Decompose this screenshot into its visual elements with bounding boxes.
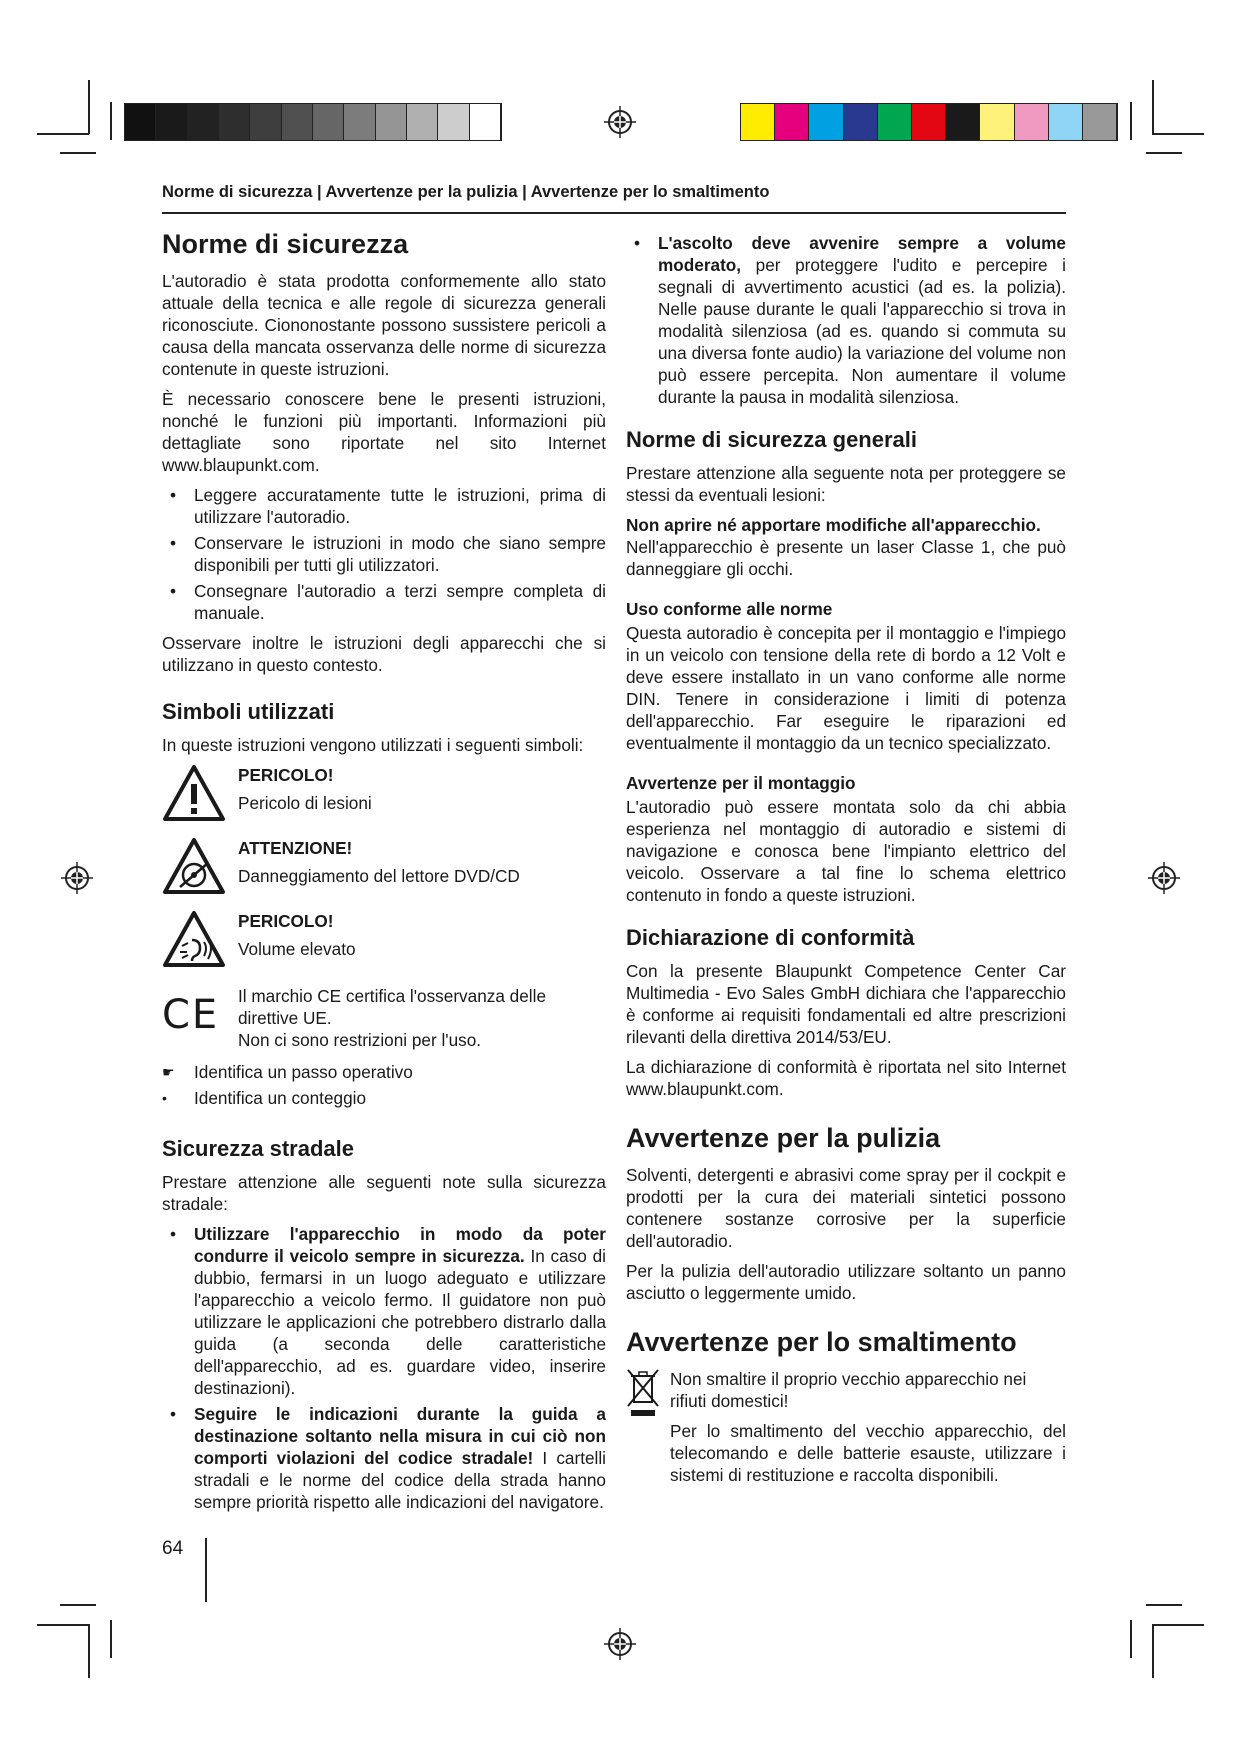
crop-mark xyxy=(110,1620,112,1658)
bold-text: L'ascolto deve avvenire sempre a volume moderato, xyxy=(658,233,1066,275)
color-swatch xyxy=(188,104,219,140)
color-swatch xyxy=(878,104,912,140)
left-column xyxy=(162,228,606,1521)
list-item-text: per proteggere l'udito e percepire i segnali di avvertimento acustici (ad es. la polizia). Nelle pause durante le quali l'apparecchio si trova in modalità silenziosa (ad es. quando si commuta su una diversa fonte audio) la variazione del volume non può essere percepita. Non aumentare il volume durante la pausa in modalità silenziosa. xyxy=(658,255,1066,407)
color-swatch xyxy=(156,104,187,140)
list-item-text: I cartelli stradali e le norme del codice della strada hanno sempre priorità rispetto alle indicazioni del navigatore. xyxy=(194,1448,606,1512)
list-item xyxy=(162,1061,606,1083)
paragraph: In queste istruzioni vengono utilizzati i seguenti simboli: xyxy=(162,735,584,755)
list-item xyxy=(626,232,1066,408)
symbol-text: Il marchio CE certifica l'osservanza delle direttive UE. xyxy=(238,986,546,1028)
header-rule xyxy=(162,212,1066,214)
crop-mark xyxy=(88,80,90,134)
crop-mark xyxy=(60,152,96,154)
crossed-bin-icon xyxy=(626,1368,660,1418)
bold-text: Utilizzare l'apparecchio in modo da poter condurre il veicolo sempre in sicurezza. xyxy=(194,1224,606,1266)
footer-rule xyxy=(205,1538,207,1602)
registration-mark-icon xyxy=(61,862,93,894)
list-item-text: In caso di dubbio, fermarsi in un luogo adeguato e utilizzare l'apparecchio a veicolo fermo. Il guidatore non può utilizzare le applicazioni che potrebbero distrarlo dalla guida (a seconda delle caratteristiche dell'apparecchio, ad es. guardare video, inserire destinazioni). xyxy=(194,1246,607,1398)
symbol-entry xyxy=(162,985,606,1051)
warning-triangle-icon xyxy=(162,764,226,822)
color-swatch xyxy=(250,104,281,140)
disposal-entry xyxy=(626,1368,1066,1494)
bold-text: Seguire le indicazioni durante la guida a destinazione soltanto nella misura in cui ciò non comporti violazioni del codice stradale! xyxy=(194,1404,606,1468)
bullet-list xyxy=(626,232,1066,408)
crop-mark xyxy=(1152,133,1204,135)
crop-mark xyxy=(1130,1620,1132,1658)
subsection-title: Simboli utilizzati xyxy=(162,699,335,724)
list-item: • Leggere accuratamente tutte le istruzioni, prima di utilizzare l'autoradio. xyxy=(162,484,606,528)
paragraph: Con la presente Blaupunkt Competence Center Car Multimedia - Evo Sales GmbH dichiara che l'apparecchio è conforme ai requisiti fondamentali ed altre prescrizioni rilevanti della direttiva 2014/53/EU. xyxy=(626,961,1066,1047)
paragraph xyxy=(626,514,1066,536)
paragraph: Questa autoradio è concepita per il montaggio e l'impiego in un veicolo con tensione della rete di bordo a 12 Volt e deve essere installato in un vano conforme alle norme DIN. Tenere in considerazione i limiti di potenza dell'apparecchio. Far eseguire le riparazioni ed eventualmente il montaggio da un tecnico specializzato. xyxy=(626,623,1066,753)
indicator-text: Identifica un passo operativo xyxy=(194,1062,413,1082)
paragraph: Prestare attenzione alle seguenti note sulla sicurezza stradale: xyxy=(162,1172,606,1214)
color-swatch xyxy=(219,104,250,140)
color-swatch xyxy=(376,104,407,140)
crop-mark xyxy=(1130,102,1132,140)
symbol-entry xyxy=(162,764,606,827)
symbol-entry xyxy=(162,910,606,973)
color-swatch xyxy=(1015,104,1049,140)
gray-calibration-bar xyxy=(124,103,502,141)
color-swatch xyxy=(344,104,375,140)
color-swatch xyxy=(438,104,469,140)
crop-mark xyxy=(37,1624,89,1626)
symbol-text: Danneggiamento del lettore DVD/CD xyxy=(238,866,520,886)
paragraph: Prestare attenzione alla seguente nota per proteggere se stessi da eventuali lesioni: xyxy=(626,463,1066,505)
color-swatch xyxy=(1049,104,1083,140)
color-swatch xyxy=(844,104,878,140)
color-swatch xyxy=(407,104,438,140)
registration-mark-icon xyxy=(604,1628,636,1660)
symbol-title: ATTENZIONE! xyxy=(238,838,353,858)
color-swatch xyxy=(1083,104,1117,140)
subsection-title: Uso conforme alle norme xyxy=(626,599,833,619)
paragraph: Per lo smaltimento del vecchio apparecchio, del telecomando e delle batterie esauste, utilizzare i sistemi di restituzione e raccolta disponibili. xyxy=(670,1421,1066,1485)
pointing-hand-icon: ☛ xyxy=(162,1064,175,1080)
paragraph: L'autoradio può essere montata solo da chi abbia esperienza nel montaggio di autoradio e sistemi di navigazione e conosca bene l'impianto elettrico del veicolo. Osservare a tal fine lo schema elettrico contenuto in fondo a queste istruzioni. xyxy=(626,797,1066,905)
color-calibration-bar xyxy=(740,103,1118,141)
color-swatch xyxy=(470,104,501,140)
crop-mark xyxy=(1146,1604,1182,1606)
symbol-text: Pericolo di lesioni xyxy=(238,793,372,813)
crop-mark xyxy=(1152,1624,1204,1626)
crop-mark xyxy=(88,1624,90,1678)
section-title: Avvertenze per lo smaltimento xyxy=(626,1327,1017,1357)
page-number: 64 xyxy=(162,1538,184,1559)
section-title: Norme di sicurezza xyxy=(162,229,409,259)
list-item xyxy=(162,1403,606,1513)
paragraph: Solventi, detergenti e abrasivi come spray per il cockpit e prodotti per la cura dei materiali sintetici possono contenere sostanze corrosive per la superficie dell'autoradio. xyxy=(626,1165,1066,1251)
color-swatch xyxy=(775,104,809,140)
paragraph: Non smaltire il proprio vecchio apparecchio nei rifiuti domestici! xyxy=(670,1369,1027,1411)
bullet-icon: • xyxy=(162,1090,167,1106)
paragraph: Osservare inoltre le istruzioni degli apparecchi che si utilizzano in questo contesto. xyxy=(162,633,606,675)
bullet-list xyxy=(162,1223,606,1513)
crop-mark xyxy=(1152,80,1154,134)
indicator-list xyxy=(162,1061,606,1109)
disc-warning-icon xyxy=(162,837,226,895)
subsection-title: Sicurezza stradale xyxy=(162,1136,354,1161)
running-header: Norme di sicurezza | Avvertenze per la pulizia | Avvertenze per lo smaltimento xyxy=(162,183,770,201)
bold-text: Non aprire né apportare modifiche all'apparecchio. xyxy=(626,515,1041,535)
color-swatch xyxy=(282,104,313,140)
registration-mark-icon xyxy=(1148,862,1180,894)
list-item: • Consegnare l'autoradio a terzi sempre completa di manuale. xyxy=(162,580,606,624)
subsection-title: Dichiarazione di conformità xyxy=(626,925,915,950)
symbol-title: PERICOLO! xyxy=(238,911,334,931)
crop-mark xyxy=(110,102,112,140)
color-swatch xyxy=(980,104,1014,140)
ce-mark-icon: CE xyxy=(162,992,220,1038)
bullet-list xyxy=(162,484,606,624)
color-swatch xyxy=(946,104,980,140)
crop-mark xyxy=(1146,152,1182,154)
symbol-text: Non ci sono restrizioni per l'uso. xyxy=(238,1030,482,1050)
registration-mark-icon xyxy=(604,106,636,138)
list-item xyxy=(162,1087,606,1109)
color-swatch xyxy=(313,104,344,140)
loud-volume-icon xyxy=(162,910,226,968)
paragraph: È necessario conoscere bene le presenti istruzioni, nonché le funzioni più importanti. Informazioni più dettagliate sono riportate nel sito Internet www.blaupunkt.com. xyxy=(162,389,606,475)
color-swatch xyxy=(809,104,843,140)
symbol-entry xyxy=(162,837,606,900)
color-swatch xyxy=(912,104,946,140)
list-item: • Conservare le istruzioni in modo che siano sempre disponibili per tutti gli utilizzatori. xyxy=(162,532,606,576)
paragraph: L'autoradio è stata prodotta conformemente allo stato attuale della tecnica e alle regole di sicurezza generali riconosciute. Ciononostante possono sussistere pericoli a causa della mancata osservanza delle norme di sicurezza contenute in queste istruzioni. xyxy=(162,271,606,379)
list-item xyxy=(162,1223,606,1399)
paragraph: Nell'apparecchio è presente un laser Classe 1, che può danneggiare gli occhi. xyxy=(626,537,1066,579)
subsection-title: Avvertenze per il montaggio xyxy=(626,773,856,793)
color-swatch xyxy=(741,104,775,140)
indicator-text: Identifica un conteggio xyxy=(194,1088,367,1108)
symbol-text: Volume elevato xyxy=(238,939,356,959)
paragraph: La dichiarazione di conformità è riportata nel sito Internet www.blaupunkt.com. xyxy=(626,1057,1066,1099)
symbol-title: PERICOLO! xyxy=(238,765,334,785)
subsection-title: Norme di sicurezza generali xyxy=(626,427,917,452)
paragraph: Per la pulizia dell'autoradio utilizzare soltanto un panno asciutto o leggermente umido. xyxy=(626,1261,1066,1303)
crop-mark xyxy=(37,133,89,135)
section-title: Avvertenze per la pulizia xyxy=(626,1123,941,1153)
right-column xyxy=(626,232,1066,1504)
crop-mark xyxy=(60,1604,96,1606)
color-swatch xyxy=(125,104,156,140)
crop-mark xyxy=(1152,1624,1154,1678)
